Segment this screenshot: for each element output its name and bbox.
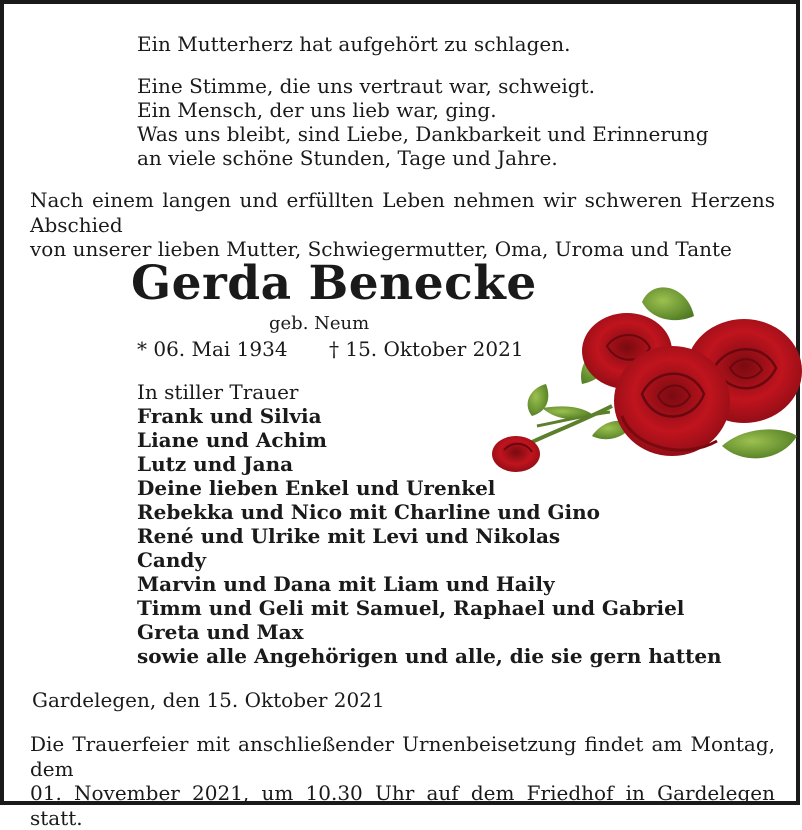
mourner-entry: Candy: [137, 548, 207, 572]
poem-line: an viele schöne Stunden, Tage und Jahre.: [137, 146, 558, 170]
mourner-entry: Rebekka und Nico mit Charline und Gino: [137, 500, 601, 524]
poem-line: Ein Mutterherz hat aufgehört zu schlagen.: [137, 32, 571, 56]
mourner-entry: Liane und Achim: [137, 428, 327, 452]
intro-text: [30, 188, 775, 262]
death-date: † 15. Oktober 2021: [329, 337, 524, 361]
mourner-entry: Marvin und Dana mit Liam und Haily: [137, 572, 555, 596]
mourner-entry: René und Ulrike mit Levi und Nikolas: [137, 524, 561, 548]
service-text: [30, 732, 775, 830]
poem-line: Eine Stimme, die uns vertraut war, schweigt.: [137, 74, 595, 98]
mourner-entry: Greta und Max: [137, 620, 304, 644]
mourner-entry: Lutz und Jana: [137, 452, 294, 476]
poem-line: Ein Mensch, der uns lieb war, ging.: [137, 98, 497, 122]
deceased-name: Gerda Benecke: [131, 256, 537, 311]
intro-line: Nach einem langen und erfüllten Leben nehmen wir schweren Herzens Abschied: [30, 188, 775, 237]
mourner-entry: Frank und Silvia: [137, 404, 322, 428]
service-line: Die Trauerfeier mit anschließender Urnenbeisetzung findet am Montag, dem: [30, 732, 775, 781]
mourner-entry: Deine lieben Enkel und Urenkel: [137, 476, 496, 500]
red-roses-image: [482, 276, 802, 486]
service-line: 01. November 2021, um 10.30 Uhr auf dem Friedhof in Gardelegen statt.: [30, 781, 775, 830]
birth-date: * 06. Mai 1934: [137, 337, 288, 361]
poem-line: Was uns bleibt, sind Liebe, Dankbarkeit und Erinnerung: [137, 122, 709, 146]
mourner-entry: sowie alle Angehörigen und alle, die sie gern hatten: [137, 644, 722, 668]
intro-line: von unserer lieben Mutter, Schwiegermutter, Oma, Uroma und Tante: [30, 237, 732, 261]
mourners-heading: In stiller Trauer: [137, 380, 299, 404]
mourner-entry: Timm und Geli mit Samuel, Raphael und Gabriel: [137, 596, 685, 620]
maiden-name: geb. Neum: [269, 313, 370, 334]
place-date: Gardelegen, den 15. Oktober 2021: [32, 688, 385, 712]
